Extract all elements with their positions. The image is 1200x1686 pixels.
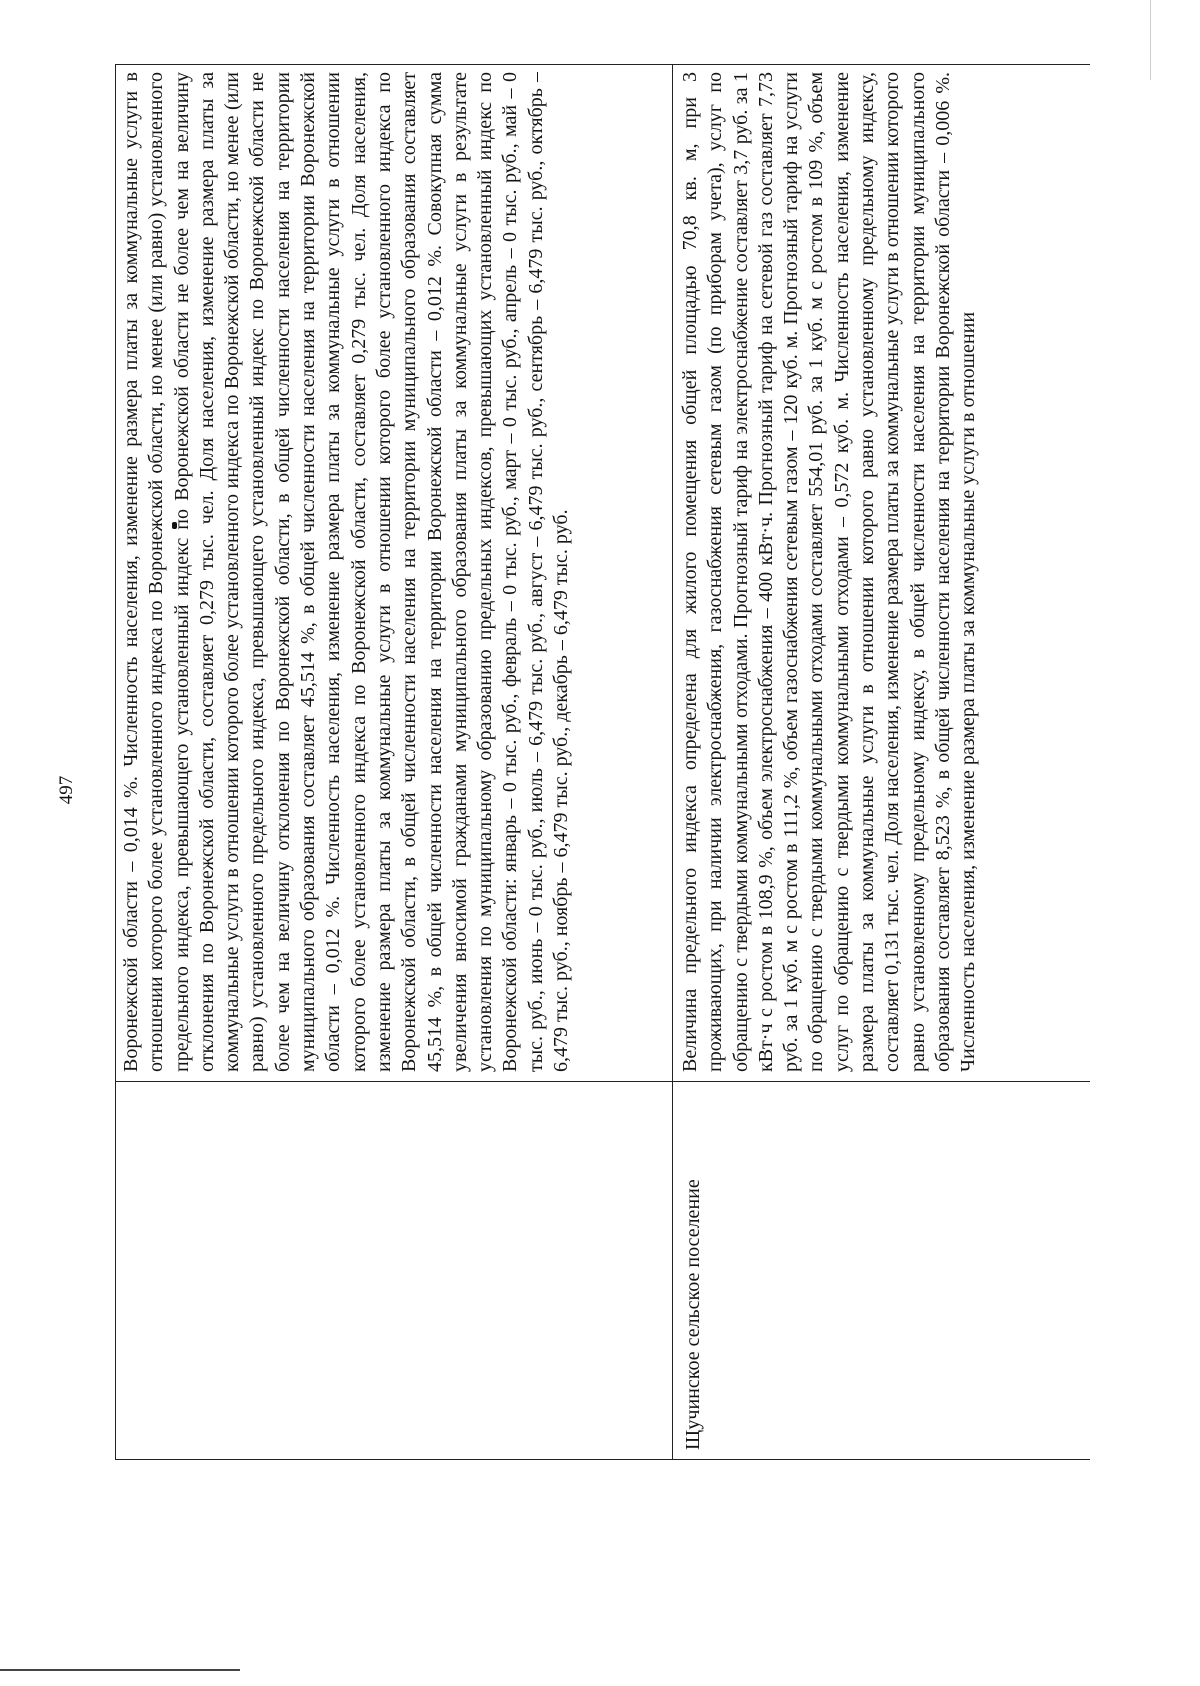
rotated-table: [115, 64, 1090, 1460]
table-row-1-text-cell: Воронежской области – 0,014 %. Численность населения, изменение размера платы за коммунальные услуги в отношении которого более установленного индекса по Воронежской области, но менее (или равно) установленного предельного индекса, превышающего установленный индекс по Воронежской области не более чем на величину отклонения по Воронежской области, составляет 0,279 тыс. чел. Доля населения, изменение размера платы за коммунальные услуги в отношении которого более установленного индекса по Воронежской области, но менее (или равно) установленного предельного индекса, превышающего установленный индекс по Воронежской области не более чем на величину отклонения по Воронежской области, в общей численности населения на территории муниципального образования составляет 45,514 %, в общей численности населения на территории Воронежской области – 0,012 %. Численность населения, изменение размера платы за коммунальные услуги в отношении которого более установленного индекса по Воронежской области, составляет 0,279 тыс. чел. Доля населения, изменение размера платы за коммунальные услуги в отношении которого более установленного индекса по Воронежской области, в общей численности населения на территории муниципального образования составляет 45,514 %, в общей численности населения на территории Воронежской области – 0,012 %. Совокупная сумма увеличения вносимой гражданами муниципального образования платы за коммунальные услуги в результате установления по муниципальному образованию предельных индексов, превышающих установленный индекс по Воронежской области: январь – 0 тыс. руб., февраль – 0 тыс. руб., март – 0 тыс. руб., апрель – 0 тыс. руб., май – 0 тыс. руб., июнь – 0 тыс. руб., июль – 6,479 тыс. руб., август – 6,479 тыс. руб., сентябрь – 6,479 тыс. руб., октябрь – 6,479 тыс. руб., ноябрь – 6,479 тыс. руб., декабрь – 6,479 тыс. руб.: [120, 72, 573, 1072]
table-row-2-name-cell: Щучинское сельское поселение: [682, 1179, 704, 1450]
scan-edge-line: [1150, 0, 1151, 80]
footnote-rule: [0, 1669, 240, 1671]
row-divider: [672, 64, 673, 1460]
page-number: 497: [56, 775, 77, 805]
column-divider: [115, 1081, 1090, 1082]
table-row-2-text-cell: Величина предельного индекса определена для жилого помещения общей площадью 70,8 кв. м, при 3 проживающих, при наличии электроснабжения, газоснабжения сетевым газом (по приборам учета), услуг по обращению с твердыми коммунальными отходами. Прогнозный тариф на электроснабжение составляет 3,7 руб. за 1 кВт·ч с ростом в 108,9 %, объем электроснабжения – 400 кВт·ч. Прогнозный тариф на сетевой газ составляет 7,73 руб. за 1 куб. м с ростом в 111,2 %, объем газоснабжения сетевым газом – 120 куб. м. Прогнозный тариф на услуги по обращению с твердыми коммунальными отходами составляет 554,01 руб. за 1 куб. м с ростом в 109 %, объем услуг по обращению с твердыми коммунальными отходами – 0,572 куб. м. Численность населения, изменение размера платы за коммунальные услуги в отношении которого равно установленному предельному индексу, составляет 0,131 тыс. чел. Доля населения, изменение размера платы за коммунальные услуги в отношении которого равно установленному предельному индексу, в общей численности населения на территории муниципального образования составляет 8,523 %, в общей численности населения на территории Воронежской области – 0,006 %. Численность населения, изменение размера платы за коммунальные услуги в отношении: [679, 72, 980, 1072]
